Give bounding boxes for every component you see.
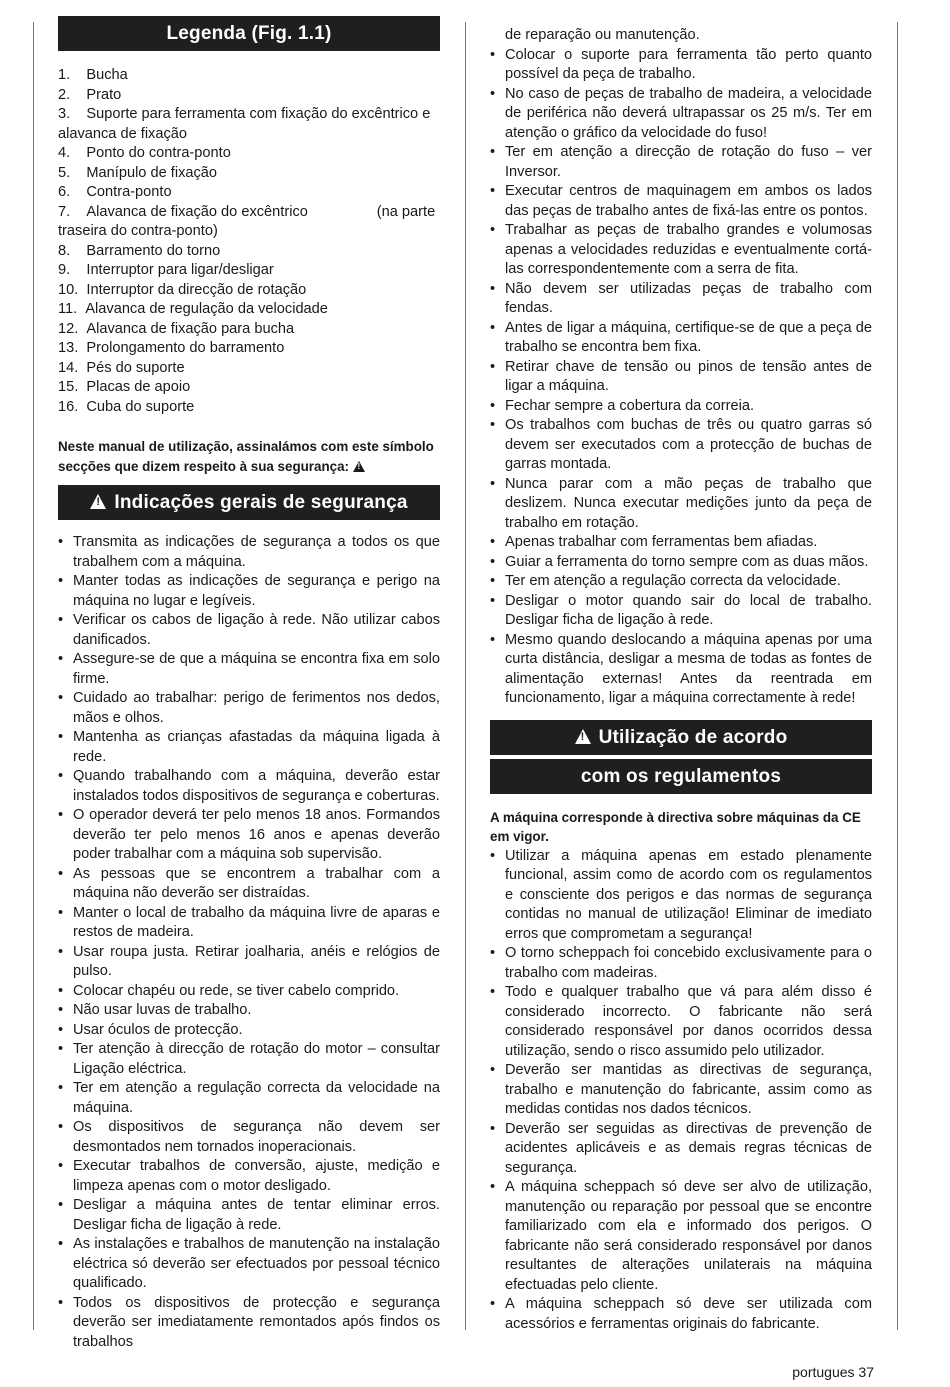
legend-item: 15. Placas de apoio <box>58 379 191 395</box>
safety-item: • Assegure-se de que a máquina se encontra fixa em solo firme. <box>58 650 440 689</box>
legend-item: 6. Contra-ponto <box>58 184 172 200</box>
usage-item: • Deverão ser seguidas as directivas de prevenção de acidentes aplicáveis e as demais regras técnicas de segurança. <box>490 1120 872 1179</box>
safety-item: • Não devem ser utilizadas peças de trabalho com fendas. <box>490 280 872 319</box>
legend-heading-text: Legenda (Fig. 1.1) <box>166 23 332 44</box>
legend-item: 10. Interruptor da direcção de rotação <box>58 281 307 298</box>
safety-item: • Cuidado ao trabalhar: perigo de ferimentos nos dedos, mãos e olhos. <box>58 689 440 728</box>
warning-triangle-icon <box>353 461 365 472</box>
usage-item: • Deverão ser mantidas as directivas de segurança, trabalho e manutenção do fabricante, assim como as medidas contidas nos dados técnicos. <box>490 1061 872 1120</box>
legend-item: 8. Barramento do torno <box>58 242 221 259</box>
legend-item: 3. Suporte para ferramenta com fixação do excêntrico e alavanca de fixação <box>58 106 431 142</box>
legend-item: 5. Manípulo de fixação <box>58 164 218 181</box>
right-column <box>490 26 872 1334</box>
legend-item: 9. Interruptor para ligar/desligar <box>58 262 274 278</box>
safety-item: • Os dispositivos de segurança não devem ser desmontados nem tornados inoperacionais. <box>58 1118 440 1157</box>
left-margin-rule <box>33 22 34 1330</box>
usage-heading-line2 <box>490 759 872 794</box>
safety-item: • Mantenha as crianças afastadas da máquina ligada à rede. <box>58 728 440 767</box>
safety-item: • Antes de ligar a máquina, certifique-se de que a peça de trabalho se encontra bem fixa. <box>490 319 872 358</box>
safety-item: • Usar roupa justa. Retirar joalharia, anéis e relógios de pulso. <box>58 943 440 982</box>
safety-item: • Transmita as indicações de segurança a todos os que trabalhem com a máquina. <box>58 533 440 572</box>
usage-heading-text-1: Utilização de acordo <box>598 726 788 748</box>
safety-item: • Ter em atenção a regulação correcta da velocidade na máquina. <box>58 1079 440 1118</box>
legend-item: 4. Ponto do contra-ponto <box>58 145 231 161</box>
safety-item: • Retirar chave de tensão ou pinos de tensão antes de ligar a máquina. <box>490 358 872 397</box>
safety-item: • Todos os dispositivos de protecção e segurança deverão ser imediatamente remontados após findos os trabalhos <box>58 1294 440 1353</box>
usage-heading-text-2: com os regulamentos <box>580 765 782 787</box>
safety-item: • As pessoas que se encontrem a trabalhar com a máquina não deverão ser distraídas. <box>58 865 440 904</box>
safety-item: • Usar óculos de protecção. <box>58 1021 440 1041</box>
usage-intro: A máquina corresponde à directiva sobre máquinas da CE em vigor. <box>490 809 861 844</box>
safety-item: • Apenas trabalhar com ferramentas bem afiadas. <box>490 533 872 553</box>
safety-item: • Desligar a máquina antes de tentar eliminar erros. Desligar ficha de ligação à rede. <box>58 1196 440 1235</box>
safety-item: • Ter em atenção a regulação correcta da velocidade. <box>490 572 872 592</box>
usage-item: • Utilizar a máquina apenas em estado plenamente funcional, assim como de acordo com os regulamentos e consciente dos perigos e das normas de segurança contidas no manual de utilização! Eliminar de imediato erros que comprometam a segurança! <box>490 847 872 945</box>
usage-list <box>490 847 872 1335</box>
safety-item: • Verificar os cabos de ligação à rede. Não utilizar cabos danificados. <box>58 611 440 650</box>
safety-item: • Quando trabalhando com a máquina, deverão estar instalados todos dispositivos de segurança e coberturas. <box>58 767 440 806</box>
safety-item: • O operador deverá ter pelo menos 18 anos. Formandos deverão ter pelo menos 16 anos e apenas deverão poder trabalhar com a máquina sob supervisão. <box>58 806 440 865</box>
legend-heading <box>58 16 440 51</box>
legend-item: 12. Alavanca de fixação para bucha <box>58 320 295 337</box>
safety-item: • Executar centros de maquinagem em ambos os lados das peças de trabalho antes de fixá-las entre os pontos. <box>490 182 872 221</box>
safety-item: • Executar trabalhos de conversão, ajuste, medição e limpeza apenas com o motor desligado. <box>58 1157 440 1196</box>
safety-item: • Colocar o suporte para ferramenta tão perto quanto possível da peça de trabalho. <box>490 46 872 85</box>
safety-item: • Ter atenção à direcção de rotação do motor – consultar Ligação eléctrica. <box>58 1040 440 1079</box>
warning-triangle-icon <box>90 494 106 509</box>
right-margin-rule <box>897 22 898 1330</box>
safety-item: • Guiar a ferramenta do torno sempre com as duas mãos. <box>490 553 872 573</box>
safety-item: • Trabalhar as peças de trabalho grandes e volumosas apenas a velocidades reduzidas e eventualmente cortá-las correspondentemente com a serra de fita. <box>490 221 872 280</box>
usage-item: • O torno scheppach foi concebido exclusivamente para o trabalho com madeiras. <box>490 944 872 983</box>
usage-item: • A máquina scheppach só deve ser utilizada com acessórios e ferramentas originais do fabricante. <box>490 1295 872 1334</box>
center-column-rule <box>465 22 466 1330</box>
left-column <box>58 16 440 1352</box>
safety-item: • Mesmo quando deslocando a máquina apenas por uma curta distância, desligar a mesma de todas as fontes de alimentação externas! Antes da reentrada em funcionamento, ligar a máquina correctamente à rede! <box>490 631 872 709</box>
safety-item: • Colocar chapéu ou rede, se tiver cabelo comprido. <box>58 982 440 1002</box>
safety-list <box>58 533 440 1352</box>
page-footer: portugues 37 <box>792 1364 874 1380</box>
safety-item: • Manter todas as indicações de segurança e perigo na máquina no lugar e legíveis. <box>58 572 440 611</box>
safety-item: • Fechar sempre a cobertura da correia. <box>490 397 872 417</box>
warning-triangle-icon <box>575 729 591 744</box>
safety-list-continued <box>490 46 872 709</box>
safety-item: • As instalações e trabalhos de manutenção na instalação eléctrica só deverão ser efectuados por pessoal técnico qualificado. <box>58 1235 440 1294</box>
usage-item: • Todo e qualquer trabalho que vá para além disso é considerado incorrecto. O fabricante não será considerado responsável por danos ocorridos dessa utilização, sendo o risco assumido pelo utilizador. <box>490 983 872 1061</box>
safety-heading <box>58 485 440 520</box>
safety-continuation: de reparação ou manutenção. <box>505 27 700 43</box>
safety-heading-text: Indicações gerais de segurança <box>114 492 408 513</box>
legend-item: 2. Prato <box>58 86 122 103</box>
safety-item: • No caso de peças de trabalho de madeira, a velocidade de periférica não deverá ultrapassar os 25 m/s. Ter em atenção o gráfico da velocidade do fuso! <box>490 85 872 144</box>
legend-item: 14. Pés do suporte <box>58 359 185 376</box>
usage-item: • A máquina scheppach só deve ser alvo de utilização, manutenção ou reparação por pessoal que se encontre familiarizado com ela e informado dos perigos. O fabricante não será considerado responsável por danos resultantes de alterações unilaterais na máquina efectuadas pelo cliente. <box>490 1178 872 1295</box>
legend-item: 16. Cuba do suporte <box>58 398 195 415</box>
safety-item: • Não usar luvas de trabalho. <box>58 1001 440 1021</box>
legend-item: 1. Bucha <box>58 67 128 83</box>
legend-list <box>58 66 440 417</box>
safety-item: • Os trabalhos com buchas de três ou quatro garras só devem ser executados com a protecção de buchas de garras montada. <box>490 416 872 475</box>
safety-item: • Ter em atenção a direcção de rotação do fuso – ver Inversor. <box>490 143 872 182</box>
symbol-note <box>58 437 440 476</box>
safety-item: • Nunca parar com a mão peças de trabalho que deslizem. Nunca executar medições junto da peça de trabalho em rotação. <box>490 475 872 534</box>
safety-item: • Desligar o motor quando sair do local de trabalho. Desligar ficha de ligação à rede. <box>490 592 872 631</box>
legend-item: 13. Prolongamento do barramento <box>58 340 285 356</box>
legend-item: 11. Alavanca de regulação da velocidade <box>58 301 328 317</box>
symbol-note-text: Neste manual de utilização, assinalámos com este símbolo secções que dizem respeito à sua segurança: <box>58 439 434 474</box>
legend-item: 7. Alavanca de fixação do excêntrico (na parte traseira do contra-ponto) <box>58 203 436 239</box>
safety-item: • Manter o local de trabalho da máquina livre de aparas e restos de madeira. <box>58 904 440 943</box>
usage-heading-line1 <box>490 720 872 755</box>
